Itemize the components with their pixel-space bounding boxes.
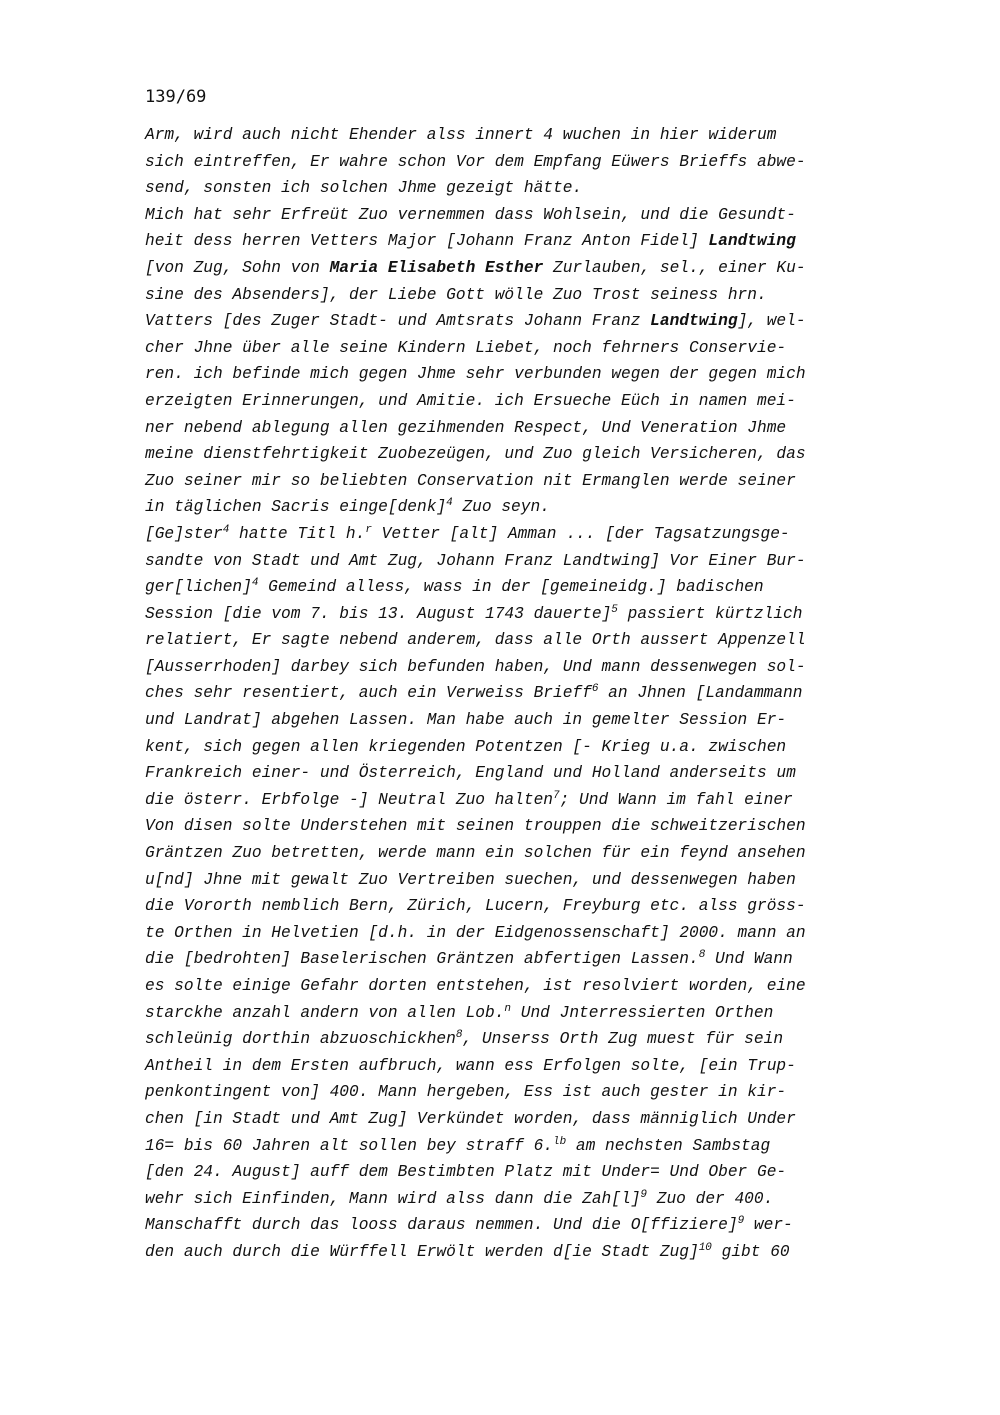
text-segment: Vatters [des Zuger Stadt- und Amtsrats Johann Franz <box>145 312 651 331</box>
footnote-marker: n <box>504 1002 512 1015</box>
text-line <box>145 415 905 442</box>
footnote-marker: 4 <box>222 523 230 536</box>
text-line <box>145 1239 905 1266</box>
text-segment: ner nebend ablegung allen gezihmenden Respect, Und Veneration Jhme <box>145 418 787 437</box>
footnote-marker: 4 <box>251 577 259 590</box>
text-segment: penkontingent von] 400. Mann hergeben, Ess ist auch gester in kir- <box>145 1083 787 1102</box>
footnote-marker: 7 <box>553 789 560 802</box>
text-segment: Gemeind alless, wass in der [gemeineidg.] badischen <box>258 578 764 597</box>
text-segment: erzeigten Erinnerungen, und Amitie. ich Ersueche Eüch in namen mei- <box>145 391 796 410</box>
text-line <box>145 680 905 707</box>
text-line <box>145 468 905 495</box>
text-segment: schleünig dorthin abzuoschickhen <box>145 1030 456 1049</box>
bold-name: Maria Elisabeth Esther <box>329 258 544 277</box>
text-segment: u[nd] Jhne mit gewalt Zuo Vertreiben suechen, und dessenwegen haben <box>145 870 796 889</box>
text-segment: Session [die vom 7. bis 13. August 1743 dauerte] <box>145 604 612 623</box>
text-line <box>145 1026 905 1053</box>
text-line <box>145 973 905 1000</box>
text-segment: Manschafft durch das looss daraus nemmen. Und die O[ffiziere] <box>145 1216 738 1235</box>
text-segment: sine des Absenders], der Liebe Gott wölle Zuo Trost seiness hrn. <box>145 285 767 304</box>
text-segment: [Ausserrhoden] darbey sich befunden haben, Und mann dessenwegen sol- <box>145 657 806 676</box>
text-segment: gibt 60 <box>711 1242 790 1261</box>
text-segment: kent, sich gegen allen kriegenden Potentzen [- Krieg u.a. zwischen <box>145 737 787 756</box>
text-line <box>145 202 905 229</box>
text-line <box>145 920 905 947</box>
text-segment: ches sehr resentiert, auch ein Verweiss Brieff <box>145 684 592 703</box>
footnote-marker: 8 <box>698 949 706 962</box>
text-segment: in täglichen Sacris einge[denk] <box>145 498 447 517</box>
text-segment: , Unserss Orth Zug muest für sein <box>462 1030 784 1049</box>
text-line <box>145 228 905 255</box>
footnote-marker: lb <box>553 1135 567 1148</box>
bold-name: Landtwing <box>708 232 796 251</box>
footnote-marker: 5 <box>611 603 618 616</box>
text-segment: wer- <box>744 1216 793 1235</box>
text-line <box>145 255 905 282</box>
text-line <box>145 282 905 309</box>
text-line <box>145 867 905 894</box>
text-line <box>145 1159 905 1186</box>
text-segment: ; Und Wann im fahl einer <box>559 790 793 809</box>
text-line <box>145 813 905 840</box>
text-line <box>145 441 905 468</box>
text-line <box>145 946 905 973</box>
text-segment: te Orthen in Helvetien [d.h. in der Eidgenossenschaft] 2000. mann an <box>145 923 806 942</box>
text-segment: Zurlauben, sel., einer Ku- <box>543 258 806 277</box>
text-segment: wehr sich Einfinden, Mann wird alss dann die Zah[l] <box>145 1189 641 1208</box>
text-segment: am nechsten Sambstag <box>566 1136 771 1155</box>
letter-transcription-text <box>145 122 905 1266</box>
text-segment: [von Zug, Sohn von <box>145 258 330 277</box>
text-segment: Arm, wird auch nicht Ehender alss innert 4 wuchen in hier widerum <box>145 126 777 144</box>
text-segment: Antheil in dem Ersten aufbruch, wann ess Erfolgen solte, [ein Trup- <box>145 1056 796 1075</box>
text-line <box>145 1133 905 1160</box>
bold-name: Landtwing <box>650 312 738 331</box>
text-segment: passiert kürtzlich <box>617 604 803 623</box>
text-segment: [den 24. August] auff dem Bestimbten Platz mit Under= Und Ober Ge- <box>145 1163 787 1182</box>
text-line <box>145 548 905 575</box>
text-line <box>145 734 905 761</box>
text-line <box>145 175 905 202</box>
text-segment: Frankreich einer- und Österreich, England und Holland anderseits um <box>145 764 796 783</box>
text-line <box>145 787 905 814</box>
text-line <box>145 893 905 920</box>
text-line <box>145 760 905 787</box>
text-segment: Zuo der 400. <box>647 1189 774 1208</box>
text-line <box>145 707 905 734</box>
text-segment: Zuo seiner mir so beliebten Conservation nit Ermanglen werde seiner <box>145 471 796 490</box>
text-segment: Mich hat sehr Erfreüt Zuo vernemmen dass Wohlsein, und die Gesundt- <box>145 205 796 224</box>
text-line <box>145 654 905 681</box>
text-segment: send, sonsten ich solchen Jhme gezeigt hätte. <box>145 179 583 198</box>
text-segment: sich eintreffen, Er wahre schon Vor dem Empfang Eüwers Brieffs abwe- <box>145 152 806 171</box>
text-segment: Und Wann <box>705 950 793 969</box>
text-segment: die österr. Erbfolge -] Neutral Zuo halten <box>145 790 553 809</box>
text-segment: an Jhnen [Landammann <box>598 684 803 703</box>
text-line <box>145 388 905 415</box>
text-segment: hatte Titl h. <box>229 524 366 543</box>
text-segment: [Ge]ster <box>145 524 223 543</box>
text-segment: die Vororth nemblich Bern, Zürich, Lucern, Freyburg etc. alss gröss- <box>145 897 806 916</box>
footnote-marker: 6 <box>591 683 599 696</box>
footnote-marker: 10 <box>698 1241 712 1254</box>
text-segment: sandte von Stadt und Amt Zug, Johann Franz Landtwing] Vor Einer Bur- <box>145 551 806 570</box>
text-line <box>145 335 905 362</box>
footnote-marker: 8 <box>455 1029 463 1042</box>
text-line <box>145 1079 905 1106</box>
text-line <box>145 1053 905 1080</box>
text-segment: es solte einige Gefahr dorten entstehen, ist resolviert worden, eine <box>145 977 806 995</box>
text-line <box>145 1000 905 1027</box>
text-line <box>145 361 905 388</box>
text-segment: chen [in Stadt und Amt Zug] Verkündet worden, dass männiglich Under <box>145 1109 796 1128</box>
footnote-marker: r <box>365 523 372 536</box>
text-segment: Und Jnterressierten Orthen <box>511 1003 774 1022</box>
text-segment: Vetter [alt] Amman ... [der Tagsatzungsge- <box>371 524 790 543</box>
footnote-marker: 4 <box>446 497 453 510</box>
text-segment: Zuo seyn. <box>452 498 550 517</box>
footnote-marker: 9 <box>737 1215 745 1228</box>
page-number: 139/69 <box>145 87 207 107</box>
text-segment: Von disen solte Understehen mit seinen trouppen die schweitzerischen <box>145 817 806 836</box>
text-line <box>145 122 905 149</box>
text-line <box>145 494 905 521</box>
text-line <box>145 601 905 628</box>
text-segment: und Landrat] abgehen Lassen. Man habe auch in gemelter Session Er- <box>145 711 787 730</box>
text-segment: ren. ich befinde mich gegen Jhme sehr verbunden wegen der gegen mich <box>145 365 806 384</box>
text-line <box>145 840 905 867</box>
text-line <box>145 1106 905 1133</box>
text-line <box>145 1186 905 1213</box>
text-line <box>145 308 905 335</box>
text-segment: die [bedrohten] Baselerischen Gräntzen abfertigen Lassen. <box>145 950 699 969</box>
text-segment: starckhe anzahl andern von allen Lob. <box>145 1003 505 1022</box>
text-line <box>145 1212 905 1239</box>
footnote-marker: 9 <box>640 1188 648 1201</box>
text-segment: Gräntzen Zuo betretten, werde mann ein solchen für ein feynd ansehen <box>145 844 806 863</box>
text-segment: cher Jhne über alle seine Kindern Liebet, noch fehrners Conservie- <box>145 338 787 357</box>
text-segment: meine dienstfehrtigkeit Zuobezeügen, und Zuo gleich Versicheren, das <box>145 445 806 464</box>
text-segment: heit dess herren Vetters Major [Johann Franz Anton Fidel] <box>145 232 709 251</box>
text-segment: ], wel- <box>737 312 806 331</box>
text-line <box>145 149 905 176</box>
text-segment: den auch durch die Würffell Erwölt werden d[ie Stadt Zug] <box>145 1242 699 1261</box>
text-segment: ger[lichen] <box>145 578 252 597</box>
text-segment: 16= bis 60 Jahren alt sollen bey straff 6. <box>145 1136 553 1155</box>
text-line <box>145 521 905 548</box>
text-line <box>145 574 905 601</box>
text-line <box>145 627 905 654</box>
text-segment: relatiert, Er sagte nebend anderem, dass alle Orth aussert Appenzell <box>145 631 806 650</box>
